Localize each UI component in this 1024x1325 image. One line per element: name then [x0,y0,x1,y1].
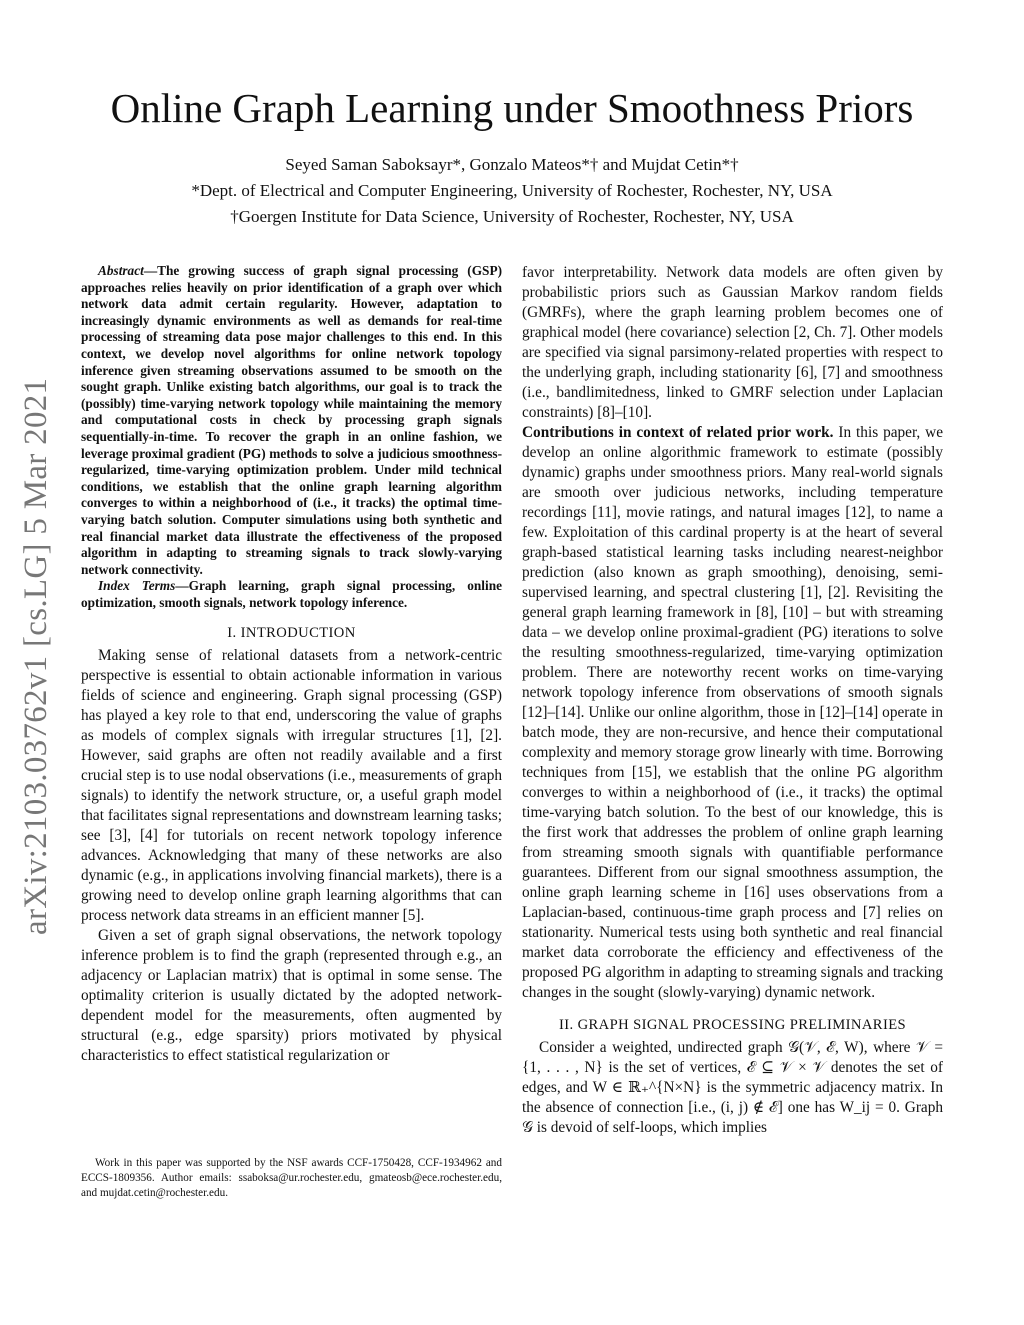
arxiv-identifier: arXiv:2103.03762v1 [cs.LG] 5 Mar 2021 [18,377,54,935]
affiliation-ece: *Dept. of Electrical and Computer Engineering, University of Rochester, Rochester, NY, USA [191,181,833,200]
paper-title: Online Graph Learning under Smoothness Priors [110,85,914,131]
index-terms-text: —Graph learning, graph signal processing, online optimization, smooth signals, network topology inference. [81,578,502,610]
intro-paragraph-2: Given a set of graph signal observations, the network topology inference problem is to find the graph (represented through e.g., an adjacency or Laplacian matrix) that is optimal in some sense. The optimality criterion is usually dictated by the adopted network-dependent model for the measurements, often augmented by structural (e.g., edge sparsity) priors motivated by physical characteristics to effect statistical regularization or [81,927,502,1065]
contributions-label: Contributions in context of related prior work. [522,424,834,441]
right-column [522,263,943,1138]
abstract [81,263,502,611]
author-names: Seyed Saman Saboksayr*, Gonzalo Mateos*† and Mujdat Cetin*† [285,155,739,174]
introduction-body [81,646,502,1066]
index-terms-label: Index Terms [98,578,176,594]
author-block [0,152,1024,230]
footnote-text: Work in this paper was supported by the NSF awards CCF-1750428, CCF-1934962 and ECCS-1809356. Author emails: ssaboksa@ur.rochester.edu, gmateosb@ece.rochester.edu, and mujdat.cetin@rochester.edu. [81,1157,502,1199]
section-heading-gsp-preliminaries: II. GRAPH SIGNAL PROCESSING PRELIMINARIES [558,1017,907,1033]
affiliation-goergen: †Goergen Institute for Data Science, University of Rochester, Rochester, NY, USA [230,207,794,226]
funding-footnote [81,1156,502,1201]
contributions-text: In this paper, we develop an online algorithmic framework to estimate (possibly dynamic) graphs under smoothness priors. Many real-world signals are smooth over judicious networks, including temperature recordings [11], movie ratings, and natural images [12], to name a few. Exploitation of this cardinal property is at the heart of several graph-based statistical learning tasks including nearest-neighbor prediction (also known as graph smoothing), denoising, semi-supervised learning, and spectral clustering [1], [2]. Revisiting the general graph learning framework in [8], [10] – but with streaming data – we develop online proximal-gradient (PG) iterations to solve the resulting smoothness-regularized, time-varying optimization problem. There are noteworthy recent works on time-varying network topology inference from observations of smooth signals [12]–[14]. Unlike our online algorithm, those in [12]–[14] operate in batch mode, they are non-recursive, and hence their computational complexity and memory storage grow linearly with time. Borrowing techniques from [15], we establish that the online PG algorithm converges to within a neighborhood of (i.e., it tracks) the optimal time-varying batch solution. To the best of our knowledge, this is the first work that addresses the problem of online graph learning from streaming smooth signals with quantifiable performance guarantees. Different from our signal smoothness assumption, the online graph learning scheme in [16] uses observations from a Laplacian-based, continuous-time graph process and [7] relies on stationarity. Numerical tests using both synthetic and real financial market data corroborate the efficiency and effectiveness of the proposed PG algorithm in adapting to streaming signals and tracking changes in the sought (slowly-varying) dynamic network. [522,424,944,1001]
contributions-paragraph [522,423,943,1003]
section2-paragraph: Consider a weighted, undirected graph 𝒢(𝒱, ℰ, W), where 𝒱 = {1, . . . , N} is the set of vertices, ℰ ⊆ 𝒱 × 𝒱 denotes the set of edges, and W ∈ ℝ₊^{N×N} is the symmetric adjacency matrix. In the absence of connection [i.e., (i, j) ∉ ℰ] one has W_ij = 0. Graph 𝒢 is devoid of self-loops, which implies [522,1039,943,1136]
abstract-text: —The growing success of graph signal processing (GSP) approaches relies heavily on prior identification of a graph over which network data admit certain regularity. However, adaptation to increasingly dynamic environments as well as demands for real-time processing of streaming data pose major challenges to this end. In this context, we develop novel algorithms for online network topology inference given streaming observations assumed to be smooth on the sought graph. Unlike existing batch algorithms, our goal is to track the (possibly) time-varying network topology while maintaining the memory and computational costs in check by processing graph signals sequentially-in-time. To recover the graph in an online fashion, we leverage proximal gradient (PG) methods to solve a judicious smoothness-regularized, time-varying optimization problem. Under mild technical conditions, we establish that the online graph learning algorithm converges to within a neighborhood of (i.e., it tracks) the optimal time-varying batch solution. Computer simulations using both synthetic and real financial market data illustrate the effectiveness of the proposed algorithm in adapting to streaming signals to track slowly-varying network connectivity. [81,263,502,577]
left-column [81,263,502,1066]
section-heading-introduction: I. INTRODUCTION [227,625,356,642]
right-column-body [522,263,943,1003]
intro-paragraph-1: Making sense of relational datasets from a network-centric perspective is essential to obtain actionable information in various fields of science and engineering. Graph signal processing (GSP) has played a key role to that end, underscoring the value of graphs as models of complex signals with irregular structures [1], [2]. However, said graphs are often not readily available and a first crucial step is to use nodal observations (i.e., measurements of graph signals) to identify the network structure, or, a useful graph model that facilitates signal representations and downstream learning tasks; see [3], [4] for tutorials on recent network topology inference advances. Acknowledging that many of these networks are also dynamic (e.g., in applications involving financial markets), there is a growing need to develop online graph learning algorithms that can process network data streams in an efficient manner [5]. [81,647,502,925]
right-paragraph-1: favor interpretability. Network data models are often given by probabilistic priors such as Gaussian Markov random fields (GMRFs), where the graph learning problem becomes one of graphical model (here covariance) selection [2, Ch. 7]. Other models are specified via signal parsimony-related properties with respect to the underlying graph, including stationarity [6], [7] and smoothness (i.e., bandlimitedness, linked to GMRF selection under Laplacian constraints) [8]–[10]. [522,264,943,421]
abstract-label: Abstract [98,263,144,278]
section2-body [522,1038,943,1138]
